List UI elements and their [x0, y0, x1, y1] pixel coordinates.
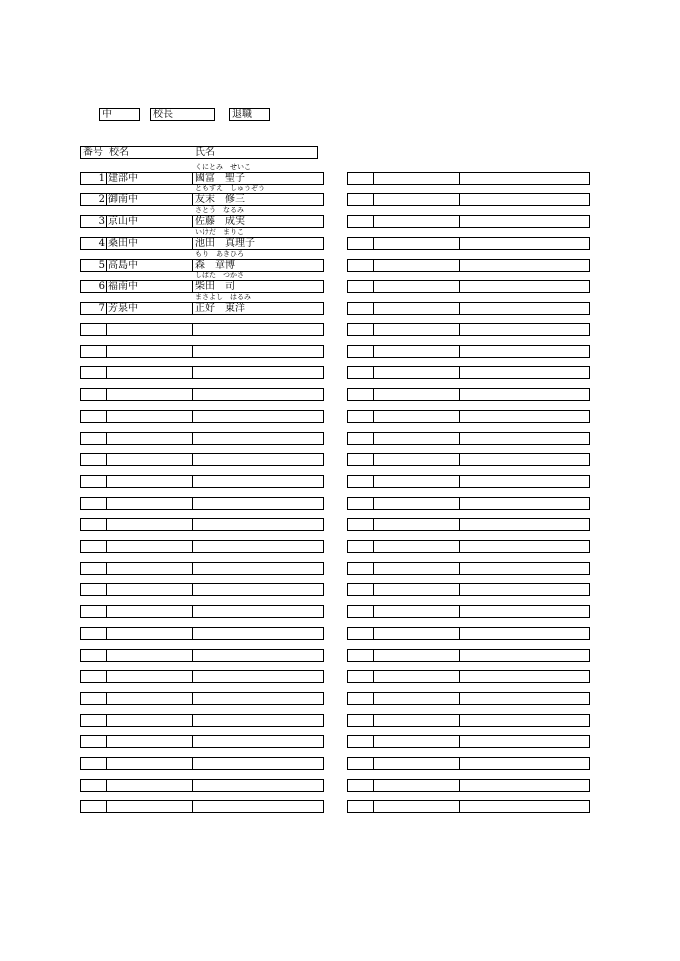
table-row-right: [347, 345, 590, 358]
table-row: [80, 388, 324, 401]
row-school: [374, 238, 460, 249]
table-row-right: [347, 518, 590, 531]
row-name: [193, 519, 195, 530]
row-name: 國富 聖子: [195, 173, 245, 184]
table-row: [80, 583, 324, 596]
table-row-right: [347, 432, 590, 445]
row-number: [348, 194, 374, 205]
row-name: [193, 541, 195, 552]
table-row: [80, 757, 324, 770]
row-number: [348, 671, 374, 682]
row-number: [81, 715, 107, 726]
row-number: [81, 801, 107, 812]
row-school: [107, 736, 193, 747]
row-school: [374, 411, 460, 422]
row-number: [348, 736, 374, 747]
table-row-right: [347, 172, 590, 185]
table-row-right: [347, 388, 590, 401]
row-school: [374, 303, 460, 314]
row-name: [193, 389, 195, 400]
row-number: [81, 389, 107, 400]
row-number: 1: [81, 173, 107, 184]
row-school: 建部中: [107, 173, 193, 184]
table-row: [80, 692, 324, 705]
row-number: [348, 346, 374, 357]
table-row-right: [347, 800, 590, 813]
row-number: [81, 367, 107, 378]
table-row: [80, 627, 324, 640]
row-school: [107, 367, 193, 378]
row-name: [193, 671, 195, 682]
row-name: 森 章博: [195, 260, 235, 271]
table-row: [80, 215, 324, 228]
row-number: [348, 411, 374, 422]
row-school: [107, 801, 193, 812]
row-name: [193, 476, 195, 487]
row-name: [193, 324, 195, 335]
row-number: [348, 606, 374, 617]
row-school: [374, 519, 460, 530]
row-number: [348, 303, 374, 314]
row-school: [374, 780, 460, 791]
row-number: [348, 324, 374, 335]
row-school: 桑田中: [107, 238, 193, 249]
table-row-right: [347, 583, 590, 596]
row-name: [193, 606, 195, 617]
row-school: [374, 563, 460, 574]
row-number: [81, 498, 107, 509]
row-school: [374, 433, 460, 444]
table-row: [80, 497, 324, 510]
row-school: [107, 411, 193, 422]
table-row-right: [347, 193, 590, 206]
table-row-right: [347, 562, 590, 575]
row-number: [348, 476, 374, 487]
row-school: [107, 519, 193, 530]
row-name: [193, 693, 195, 704]
row-school: [107, 671, 193, 682]
row-name: [193, 758, 195, 769]
row-number: [348, 454, 374, 465]
row-name: [193, 433, 195, 444]
table-row: [80, 540, 324, 553]
row-name: [193, 780, 195, 791]
row-number: 2: [81, 194, 107, 205]
row-school: [107, 324, 193, 335]
row-number: [348, 216, 374, 227]
table-row-right: [347, 323, 590, 336]
row-school: 福南中: [107, 281, 193, 292]
row-school: [374, 693, 460, 704]
row-number: 5: [81, 260, 107, 271]
table-row: [80, 237, 324, 250]
row-number: [81, 628, 107, 639]
table-row: [80, 345, 324, 358]
row-number: [81, 346, 107, 357]
table-row: [80, 193, 324, 206]
row-school: [374, 454, 460, 465]
row-number: 3: [81, 216, 107, 227]
row-school: [374, 801, 460, 812]
row-school: [374, 476, 460, 487]
row-name: 正好 東洋: [195, 303, 245, 314]
table-row-right: [347, 670, 590, 683]
row-school: [374, 650, 460, 661]
row-number: [348, 650, 374, 661]
row-number: 4: [81, 238, 107, 249]
row-name: [193, 801, 195, 812]
row-name: [193, 628, 195, 639]
row-school: [374, 324, 460, 335]
table-row-right: [347, 649, 590, 662]
row-furigana: さとう なるみ: [195, 206, 244, 214]
row-number: [348, 173, 374, 184]
row-number: [81, 433, 107, 444]
row-number: [348, 389, 374, 400]
row-name: 友末 修三: [195, 194, 245, 205]
table-row: [80, 800, 324, 813]
row-number: [348, 715, 374, 726]
row-school: 御南中: [107, 194, 193, 205]
table-row: [80, 605, 324, 618]
row-number: [81, 736, 107, 747]
row-number: [348, 693, 374, 704]
table-row: [80, 475, 324, 488]
row-number: [348, 281, 374, 292]
table-row: [80, 453, 324, 466]
row-number: [81, 519, 107, 530]
table-row-right: [347, 280, 590, 293]
row-school: [374, 346, 460, 357]
header-school: 校名: [109, 147, 129, 158]
row-furigana: まさよし はるみ: [195, 293, 251, 301]
table-row: [80, 302, 324, 315]
table-header: [80, 146, 318, 159]
row-number: [81, 324, 107, 335]
row-number: [81, 541, 107, 552]
table-row-right: [347, 605, 590, 618]
row-name: [193, 346, 195, 357]
row-name: [193, 715, 195, 726]
row-number: [81, 411, 107, 422]
table-row-right: [347, 779, 590, 792]
row-name: 柴田 司: [195, 281, 235, 292]
row-number: [348, 260, 374, 271]
row-school: [107, 541, 193, 552]
row-school: [107, 389, 193, 400]
row-name: [193, 498, 195, 509]
row-number: [348, 541, 374, 552]
row-furigana: もり あきひろ: [195, 250, 244, 258]
row-number: [348, 498, 374, 509]
row-school: [107, 628, 193, 639]
row-name: [193, 563, 195, 574]
row-school: [374, 389, 460, 400]
row-number: [348, 758, 374, 769]
row-furigana: しばた つかさ: [195, 271, 244, 279]
row-number: [348, 238, 374, 249]
row-school: [374, 584, 460, 595]
row-school: [107, 693, 193, 704]
row-name: [193, 454, 195, 465]
row-school: [107, 758, 193, 769]
row-school: [374, 498, 460, 509]
table-row-right: [347, 302, 590, 315]
table-row: [80, 714, 324, 727]
row-name: [193, 411, 195, 422]
row-number: [348, 563, 374, 574]
header-field-status: 退職: [229, 108, 270, 121]
row-school: [374, 281, 460, 292]
row-name: 池田 真理子: [195, 238, 255, 249]
row-number: 6: [81, 281, 107, 292]
table-row-right: [347, 757, 590, 770]
row-number: [348, 780, 374, 791]
table-row: [80, 562, 324, 575]
table-row: [80, 432, 324, 445]
row-school: [107, 433, 193, 444]
table-row: [80, 518, 324, 531]
table-row: [80, 366, 324, 379]
row-furigana: ともすえ しゅうぞう: [195, 184, 265, 192]
row-number: [81, 650, 107, 661]
row-number: [348, 801, 374, 812]
table-row-right: [347, 735, 590, 748]
row-school: [107, 346, 193, 357]
row-number: 7: [81, 303, 107, 314]
row-number: [81, 584, 107, 595]
table-row-right: [347, 692, 590, 705]
header-field-school-type: 中: [99, 108, 140, 121]
row-school: [374, 715, 460, 726]
row-number: [81, 476, 107, 487]
table-row: [80, 779, 324, 792]
row-number: [81, 780, 107, 791]
table-row-right: [347, 237, 590, 250]
header-field-position: 校長: [150, 108, 215, 121]
row-school: [374, 628, 460, 639]
table-row: [80, 649, 324, 662]
row-furigana: いけだ まりこ: [195, 228, 244, 236]
row-school: [107, 476, 193, 487]
row-school: [374, 260, 460, 271]
table-row-right: [347, 453, 590, 466]
table-row-right: [347, 215, 590, 228]
row-school: [107, 498, 193, 509]
row-school: [374, 541, 460, 552]
row-number: [348, 433, 374, 444]
row-number: [81, 693, 107, 704]
row-school: 京山中: [107, 216, 193, 227]
table-row-right: [347, 540, 590, 553]
table-row-right: [347, 366, 590, 379]
row-name: [193, 736, 195, 747]
row-school: [374, 194, 460, 205]
table-row-right: [347, 410, 590, 423]
table-row-right: [347, 475, 590, 488]
header-name: 氏名: [195, 147, 215, 158]
row-number: [348, 628, 374, 639]
table-row: [80, 280, 324, 293]
row-school: [107, 650, 193, 661]
header-number: 番号: [83, 147, 103, 158]
row-school: [107, 563, 193, 574]
row-school: [107, 584, 193, 595]
row-number: [348, 367, 374, 378]
row-school: [374, 606, 460, 617]
row-name: [193, 367, 195, 378]
row-name: [193, 650, 195, 661]
row-number: [81, 758, 107, 769]
table-row-right: [347, 259, 590, 272]
row-name: 佐藤 成実: [195, 216, 245, 227]
table-row-right: [347, 627, 590, 640]
row-name: [193, 584, 195, 595]
table-row: [80, 410, 324, 423]
row-school: [107, 606, 193, 617]
table-row: [80, 670, 324, 683]
row-number: [81, 606, 107, 617]
row-school: 芳泉中: [107, 303, 193, 314]
row-school: 高島中: [107, 260, 193, 271]
row-school: [107, 780, 193, 791]
row-school: [107, 454, 193, 465]
row-number: [81, 563, 107, 574]
table-row-right: [347, 497, 590, 510]
row-school: [107, 715, 193, 726]
table-row-right: [347, 714, 590, 727]
row-number: [81, 454, 107, 465]
row-number: [348, 519, 374, 530]
table-row: [80, 735, 324, 748]
row-number: [81, 671, 107, 682]
row-school: [374, 758, 460, 769]
row-number: [348, 584, 374, 595]
row-school: [374, 736, 460, 747]
table-row: [80, 323, 324, 336]
row-school: [374, 216, 460, 227]
row-school: [374, 173, 460, 184]
row-school: [374, 367, 460, 378]
row-furigana: くにとみ せいこ: [195, 163, 251, 171]
row-school: [374, 671, 460, 682]
